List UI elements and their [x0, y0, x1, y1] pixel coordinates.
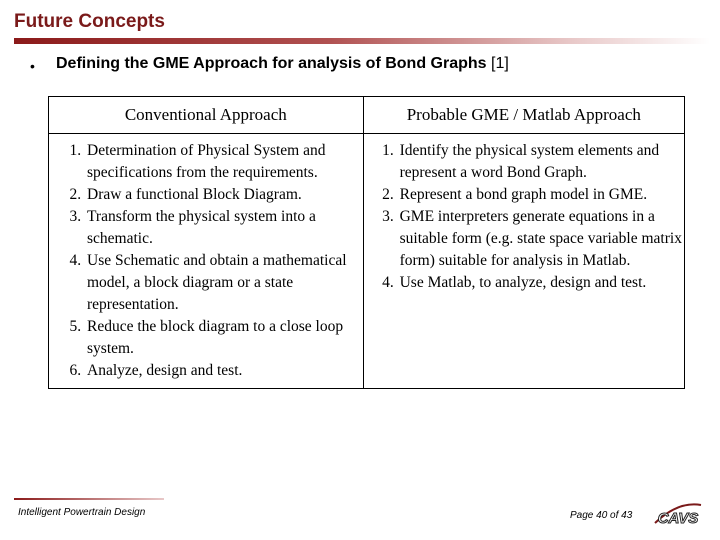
- title-divider: [14, 38, 710, 44]
- cavs-logo: [651, 499, 705, 529]
- list-item: 2. Draw a functional Block Diagram.: [85, 184, 363, 206]
- list-item: 1. Determination of Physical System and specifications from the requirements.: [85, 140, 363, 184]
- list-item: 3. GME interpreters generate equations in a suitable form (e.g. state space variable matrix form) suitable for analysis in Matlab.: [398, 206, 684, 272]
- conventional-approach-cell: [49, 134, 364, 389]
- right-column-header: Probable GME / Matlab Approach: [363, 97, 684, 134]
- logo-text: CAVS: [657, 510, 699, 527]
- footer-divider: [14, 498, 164, 500]
- list-item: 5. Reduce the block diagram to a close loop system.: [85, 316, 363, 360]
- list-item: 3. Transform the physical system into a schematic.: [85, 206, 363, 250]
- list-item: 4. Use Schematic and obtain a mathematical model, a block diagram or a state representation.: [85, 250, 363, 316]
- bullet-text: [56, 55, 509, 73]
- gme-approach-cell: [363, 134, 684, 389]
- bullet-marker: •: [30, 58, 35, 74]
- bullet-main-text: Defining the GME Approach for analysis of Bond Graphs: [56, 55, 491, 72]
- slide-title: Future Concepts: [14, 11, 165, 32]
- gme-steps-list: [364, 140, 684, 294]
- list-item: 2. Represent a bond graph model in GME.: [398, 184, 684, 206]
- footer-course-name: Intelligent Powertrain Design: [18, 507, 146, 518]
- list-item: 4. Use Matlab, to analyze, design and test.: [398, 272, 684, 294]
- conventional-steps-list: [49, 140, 363, 382]
- comparison-table: [48, 96, 685, 389]
- list-item: 1. Identify the physical system elements and represent a word Bond Graph.: [398, 140, 684, 184]
- left-column-header: Conventional Approach: [49, 97, 364, 134]
- page-number: Page 40 of 43: [570, 510, 633, 521]
- list-item: 6. Analyze, design and test.: [85, 360, 363, 382]
- bullet-reference: [1]: [491, 55, 509, 72]
